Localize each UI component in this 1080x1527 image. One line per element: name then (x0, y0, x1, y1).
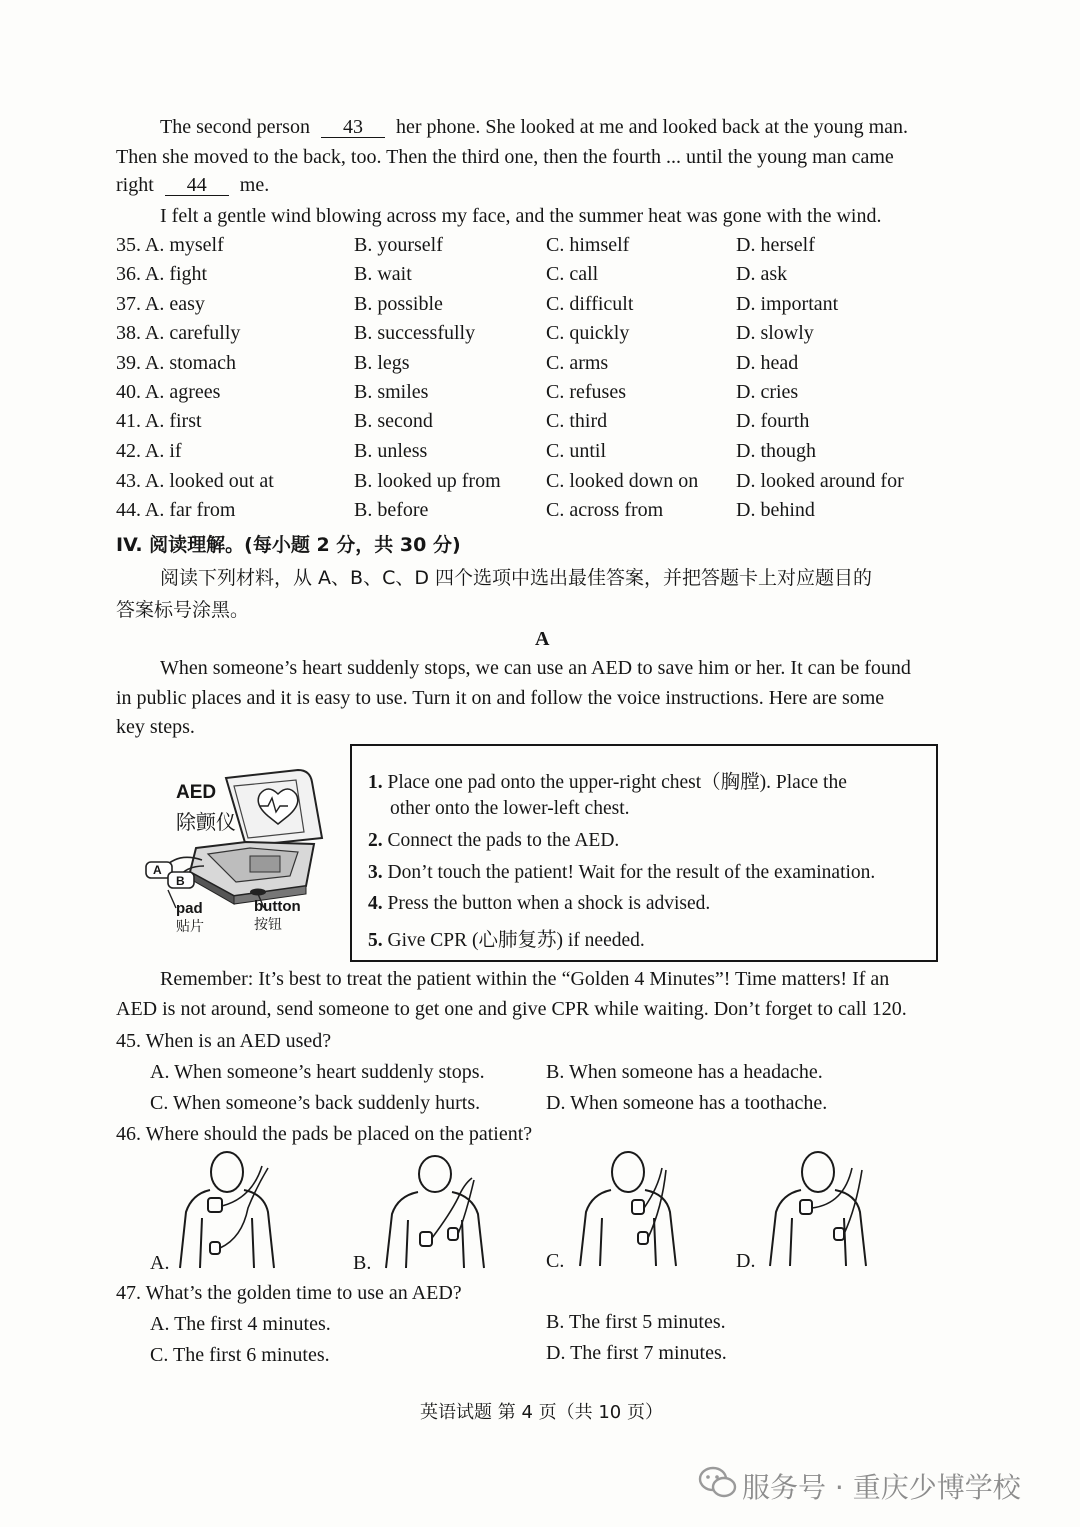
cloze-option: D. fourth (736, 410, 810, 432)
step-number: 4. (368, 893, 383, 914)
cloze-option: B. possible (354, 293, 443, 315)
pad-label-en: pad (176, 900, 203, 917)
q45-option-c: C. When someone’s back suddenly hurts. (150, 1092, 481, 1114)
q47-option-b: B. The first 5 minutes. (546, 1311, 726, 1333)
torso-figure-a (172, 1148, 282, 1270)
q46-option-a: A. (150, 1252, 170, 1274)
passage-line-2: Then she moved to the back, too. Then the third one, then the fourth ... until the young man came (116, 146, 894, 168)
section-instruction-2: 答案标号涂黑。 (116, 599, 250, 621)
remember-line-2: AED is not around, send someone to get one and give CPR while waiting. Don’t forget to call 120. (116, 998, 907, 1020)
cloze-option: 38. A. carefully (116, 322, 241, 344)
step-number: 3. (368, 862, 383, 883)
step-text: Place one pad onto the upper-right chest（胸膛). Place the (387, 772, 847, 793)
q45-option-a: A. When someone’s heart suddenly stops. (150, 1061, 485, 1083)
q45-stem: 45. When is an AED used? (116, 1030, 332, 1052)
wechat-icon (698, 1466, 738, 1500)
section-instruction-1: 阅读下列材料，从 A、B、C、D 四个选项中选出最佳答案，并把答题卡上对应题目的 (160, 567, 873, 589)
step-number: 5. (368, 930, 383, 951)
intro-line-2: in public places and it is easy to use. Turn it on and follow the voice instructions. Here are some (116, 687, 885, 709)
step-number: 1. (368, 772, 383, 793)
pad-label-cn: 贴片 (176, 919, 204, 935)
cloze-option: B. unless (354, 440, 428, 462)
passage-text: me. (239, 174, 270, 196)
section-heading: IV. 阅读理解。(每小题 2 分，共 30 分) (116, 534, 461, 556)
cloze-option: 40. A. agrees (116, 381, 221, 403)
cloze-option: 44. A. far from (116, 499, 236, 521)
cloze-option: B. before (354, 499, 429, 521)
cloze-option: 37. A. easy (116, 293, 205, 315)
cloze-option: D. though (736, 440, 816, 462)
passage-label: A (535, 628, 550, 650)
torso-figure-d (764, 1148, 874, 1268)
cloze-option: D. looked around for (736, 470, 904, 492)
aed-title-en: AED (176, 782, 217, 803)
step-text: other onto the lower-left chest. (390, 798, 630, 819)
cloze-option: 43. A. looked out at (116, 470, 274, 492)
aed-steps-box (350, 744, 938, 962)
watermark-text: 服务号 · 重庆少博学校 (742, 1471, 1021, 1504)
step-text: Give CPR (心肺复苏) if needed. (387, 930, 645, 951)
cloze-option: B. successfully (354, 322, 476, 344)
q46-option-d: D. (736, 1250, 756, 1272)
step-5 (368, 924, 645, 952)
step-text: Press the button when a shock is advised. (387, 893, 711, 914)
cloze-option: D. slowly (736, 322, 814, 344)
passage-text: The second person (160, 116, 310, 138)
cloze-option: D. herself (736, 234, 815, 256)
pad-a-label: A (153, 863, 162, 877)
cloze-option: 42. A. if (116, 440, 182, 462)
cloze-option: C. difficult (546, 293, 634, 315)
cloze-option: D. ask (736, 263, 788, 285)
remember-line-1: Remember: It’s best to treat the patient within the “Golden 4 Minutes”! Time matters! If an (160, 968, 890, 990)
step-text: Connect the pads to the AED. (387, 830, 620, 851)
cloze-option: B. legs (354, 352, 410, 374)
passage-line-1 (160, 116, 908, 139)
button-label-cn: 按钮 (254, 917, 282, 933)
passage-line-3 (116, 174, 269, 197)
cloze-option: C. arms (546, 352, 609, 374)
cloze-option: C. looked down on (546, 470, 699, 492)
step-1-cont (390, 798, 629, 820)
aed-device-illustration (138, 768, 338, 910)
torso-figure-b (380, 1154, 490, 1270)
cloze-option: 39. A. stomach (116, 352, 236, 374)
passage-text: right (116, 174, 154, 196)
blank-44: 44 (165, 175, 229, 196)
cloze-option: 36. A. fight (116, 263, 208, 285)
blank-43: 43 (321, 117, 385, 138)
q45-option-d: D. When someone has a toothache. (546, 1092, 828, 1114)
page-footer: 英语试题 第 4 页（共 10 页） (420, 1402, 663, 1423)
button-label-en: button (254, 898, 301, 915)
cloze-option: C. third (546, 410, 608, 432)
passage-text: her phone. She looked at me and looked back at the young man. (395, 116, 909, 138)
step-3 (368, 862, 875, 884)
passage-line-4: I felt a gentle wind blowing across my face, and the summer heat was gone with the wind. (160, 205, 882, 227)
q47-option-a: A. The first 4 minutes. (150, 1313, 331, 1335)
cloze-option: C. himself (546, 234, 630, 256)
intro-line-3: key steps. (116, 716, 195, 738)
cloze-option: C. across from (546, 499, 664, 521)
cloze-option: C. until (546, 440, 607, 462)
q45-option-b: B. When someone has a headache. (546, 1061, 823, 1083)
cloze-option: 41. A. first (116, 410, 202, 432)
q46-stem: 46. Where should the pads be placed on the patient? (116, 1123, 533, 1145)
cloze-option: D. cries (736, 381, 799, 403)
q46-option-c: C. (546, 1250, 565, 1272)
q47-option-d: D. The first 7 minutes. (546, 1342, 727, 1364)
cloze-option: D. important (736, 293, 839, 315)
cloze-option: B. second (354, 410, 433, 432)
q47-option-c: C. The first 6 minutes. (150, 1344, 330, 1366)
pad-b-label: B (176, 874, 185, 888)
aed-title-cn: 除颤仪 (176, 810, 236, 834)
q46-option-b: B. (353, 1252, 372, 1274)
step-1 (368, 766, 847, 794)
q47-stem: 47. What’s the golden time to use an AED? (116, 1282, 462, 1304)
cloze-option: B. smiles (354, 381, 429, 403)
step-2 (368, 830, 619, 852)
cloze-option: B. yourself (354, 234, 443, 256)
cloze-option: C. quickly (546, 322, 630, 344)
cloze-option: D. head (736, 352, 799, 374)
step-number: 2. (368, 830, 383, 851)
cloze-option: D. behind (736, 499, 815, 521)
cloze-option: B. wait (354, 263, 412, 285)
cloze-option: C. refuses (546, 381, 626, 403)
cloze-option: 35. A. myself (116, 234, 224, 256)
step-text: Don’t touch the patient! Wait for the result of the examination. (387, 862, 876, 883)
cloze-option: B. looked up from (354, 470, 501, 492)
step-4 (368, 893, 710, 915)
intro-line-1: When someone’s heart suddenly stops, we can use an AED to save him or her. It can be found (160, 657, 911, 679)
cloze-option: C. call (546, 263, 599, 285)
torso-figure-c (572, 1148, 682, 1268)
